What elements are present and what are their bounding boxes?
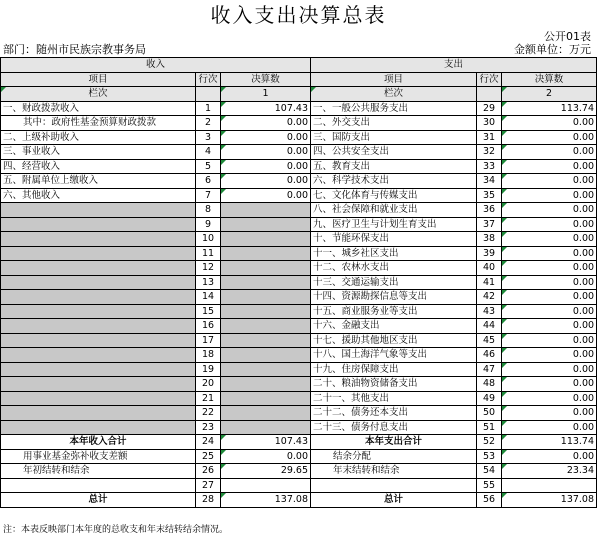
income-amount-cell[interactable]: 0.00 <box>221 130 311 145</box>
expense-amount-cell[interactable]: 0.00 <box>502 159 597 174</box>
expense-row-number[interactable]: 31 <box>477 130 502 145</box>
summary-expense-item[interactable]: 本年支出合计 <box>311 435 477 450</box>
summary-income-item[interactable]: 用事业基金弥补收支差额 <box>1 449 196 464</box>
expense-row-number[interactable]: 50 <box>477 406 502 421</box>
expense-item-cell[interactable]: 八、社会保障和就业支出 <box>311 203 477 218</box>
income-row-number[interactable]: 4 <box>196 145 221 160</box>
summary-expense-row-number[interactable]: 53 <box>477 449 502 464</box>
income-item-cell[interactable]: 二、上级补助收入 <box>1 130 196 145</box>
lanci-expense-row[interactable] <box>477 87 502 102</box>
cell-marker <box>502 290 507 295</box>
summary-expense-row-number[interactable]: 52 <box>477 435 502 450</box>
expense-item-cell[interactable]: 九、医疗卫生与计划生育支出 <box>311 217 477 232</box>
cell-marker <box>502 203 507 208</box>
income-row-number[interactable]: 10 <box>196 232 221 247</box>
lanci-income-row[interactable] <box>196 87 221 102</box>
summary-income-item[interactable]: 本年收入合计 <box>1 435 196 450</box>
expense-row-number[interactable]: 41 <box>477 275 502 290</box>
income-row-number[interactable]: 11 <box>196 246 221 261</box>
summary-expense-item[interactable]: 结余分配 <box>311 449 477 464</box>
section-header-row <box>1 58 597 73</box>
table-row <box>1 319 597 334</box>
expense-item-cell[interactable]: 二十二、债务还本支出 <box>311 406 477 421</box>
expense-row-number[interactable]: 42 <box>477 290 502 305</box>
income-item-cell[interactable] <box>1 377 196 392</box>
table-row <box>1 159 597 174</box>
cell-marker <box>221 174 226 179</box>
cell-marker <box>502 116 507 121</box>
income-item-cell[interactable] <box>1 319 196 334</box>
income-row-number[interactable]: 17 <box>196 333 221 348</box>
income-item-cell[interactable] <box>1 406 196 421</box>
expense-item-cell[interactable]: 十五、商业服务业等支出 <box>311 304 477 319</box>
cell-marker <box>502 145 507 150</box>
table-row <box>1 101 597 116</box>
cell-marker <box>221 116 226 121</box>
table-row <box>1 391 597 406</box>
income-amount-cell[interactable] <box>221 319 311 334</box>
expense-amount-cell[interactable]: 0.00 <box>502 261 597 276</box>
expense-amount-cell[interactable]: 0.00 <box>502 217 597 232</box>
cell-marker <box>502 305 507 310</box>
table-row <box>1 203 597 218</box>
income-item-cell[interactable]: 四、经营收入 <box>1 159 196 174</box>
cell-marker <box>221 493 226 498</box>
summary-income-row-number[interactable]: 27 <box>196 478 221 493</box>
income-amount-cell[interactable] <box>221 232 311 247</box>
income-amount-cell[interactable] <box>221 348 311 363</box>
income-amount-cell[interactable]: 0.00 <box>221 188 311 203</box>
income-item-cell[interactable] <box>1 304 196 319</box>
col-income-row[interactable]: 行次 <box>196 72 221 87</box>
income-row-number[interactable]: 6 <box>196 174 221 189</box>
income-amount-cell[interactable] <box>221 362 311 377</box>
summary-expense-item[interactable]: 年末结转和结余 <box>311 464 477 479</box>
income-row-number[interactable]: 18 <box>196 348 221 363</box>
table-row <box>1 145 597 160</box>
summary-income-row-number[interactable]: 24 <box>196 435 221 450</box>
table-row <box>1 188 597 203</box>
table-row <box>1 348 597 363</box>
summary-income-row-number[interactable]: 28 <box>196 493 221 508</box>
expense-amount-cell[interactable]: 0.00 <box>502 377 597 392</box>
cell-marker <box>502 218 507 223</box>
cell-marker <box>221 464 226 469</box>
expense-amount-cell[interactable]: 0.00 <box>502 362 597 377</box>
summary-expense-item[interactable] <box>311 478 477 493</box>
income-item-cell[interactable] <box>1 362 196 377</box>
department-label: 部门：随州市民族宗教事务局 <box>3 43 146 56</box>
summary-income-amount[interactable] <box>221 478 311 493</box>
table-row <box>1 217 597 232</box>
column-number-row <box>1 87 597 102</box>
section-expense[interactable]: 支出 <box>311 58 597 73</box>
expense-amount-cell[interactable]: 0.00 <box>502 130 597 145</box>
expense-row-number[interactable]: 38 <box>477 232 502 247</box>
expense-amount-cell[interactable]: 0.00 <box>502 275 597 290</box>
expense-item-cell[interactable]: 二、外交支出 <box>311 116 477 131</box>
expense-row-number[interactable]: 37 <box>477 217 502 232</box>
summary-expense-row-number[interactable]: 55 <box>477 478 502 493</box>
expense-row-number[interactable]: 43 <box>477 304 502 319</box>
income-amount-cell[interactable] <box>221 275 311 290</box>
expense-amount-cell[interactable]: 0.00 <box>502 145 597 160</box>
expense-row-number[interactable]: 35 <box>477 188 502 203</box>
income-row-number[interactable]: 8 <box>196 203 221 218</box>
expense-item-cell[interactable]: 二十、粮油物资储备支出 <box>311 377 477 392</box>
expense-item-cell[interactable]: 五、教育支出 <box>311 159 477 174</box>
income-row-number[interactable]: 19 <box>196 362 221 377</box>
table-row <box>1 116 597 131</box>
table-row <box>1 420 597 435</box>
summary-income-amount[interactable]: 137.08 <box>221 493 311 508</box>
expense-amount-cell[interactable]: 0.00 <box>502 304 597 319</box>
income-amount-cell[interactable] <box>221 406 311 421</box>
summary-expense-row-number[interactable]: 54 <box>477 464 502 479</box>
table-row <box>1 261 597 276</box>
income-amount-cell[interactable] <box>221 333 311 348</box>
cell-marker <box>221 87 226 92</box>
income-item-cell[interactable]: 三、事业收入 <box>1 145 196 160</box>
income-item-cell[interactable] <box>1 217 196 232</box>
expense-row-number[interactable]: 39 <box>477 246 502 261</box>
expense-amount-cell[interactable]: 0.00 <box>502 406 597 421</box>
lanci-expense-no[interactable]: 2 <box>502 87 597 102</box>
table-row <box>1 333 597 348</box>
cell-marker <box>502 261 507 266</box>
cell-marker <box>502 131 507 136</box>
summary-expense-amount[interactable]: 0.00 <box>502 449 597 464</box>
income-amount-cell[interactable]: 0.00 <box>221 116 311 131</box>
income-row-number[interactable]: 14 <box>196 290 221 305</box>
expense-item-cell[interactable]: 十八、国土海洋气象等支出 <box>311 348 477 363</box>
cell-marker <box>502 174 507 179</box>
cell-marker <box>1 87 6 92</box>
section-income[interactable]: 收入 <box>1 58 311 73</box>
page-title: 收入支出决算总表 <box>210 3 387 27</box>
income-amount-cell[interactable] <box>221 377 311 392</box>
income-row-number[interactable]: 15 <box>196 304 221 319</box>
income-amount-cell[interactable] <box>221 203 311 218</box>
income-amount-cell[interactable]: 0.00 <box>221 159 311 174</box>
expense-row-number[interactable]: 51 <box>477 420 502 435</box>
cell-marker <box>502 334 507 339</box>
summary-expense-amount[interactable]: 113.74 <box>502 435 597 450</box>
summary-expense-row-number[interactable]: 56 <box>477 493 502 508</box>
lanci-income-no[interactable]: 1 <box>221 87 311 102</box>
expense-amount-cell[interactable]: 0.00 <box>502 174 597 189</box>
summary-income-amount[interactable]: 107.43 <box>221 435 311 450</box>
summary-expense-amount[interactable] <box>502 478 597 493</box>
expense-item-cell[interactable]: 十、节能环保支出 <box>311 232 477 247</box>
cell-marker <box>221 450 226 455</box>
cell-marker <box>311 87 316 92</box>
table-row <box>1 275 597 290</box>
summary-row <box>1 449 597 464</box>
expense-amount-cell[interactable]: 0.00 <box>502 246 597 261</box>
cell-marker <box>502 189 507 194</box>
expense-row-number[interactable]: 46 <box>477 348 502 363</box>
income-row-number[interactable]: 20 <box>196 377 221 392</box>
cell-marker <box>221 102 226 107</box>
cell-marker <box>221 435 226 440</box>
table-row <box>1 406 597 421</box>
income-item-cell[interactable] <box>1 246 196 261</box>
income-amount-cell[interactable] <box>221 217 311 232</box>
expense-amount-cell[interactable]: 0.00 <box>502 319 597 334</box>
summary-income-item[interactable]: 总计 <box>1 493 196 508</box>
expense-row-number[interactable]: 47 <box>477 362 502 377</box>
expense-item-cell[interactable]: 十一、城乡社区支出 <box>311 246 477 261</box>
income-amount-cell[interactable] <box>221 246 311 261</box>
expense-amount-cell[interactable]: 0.00 <box>502 116 597 131</box>
expense-amount-cell[interactable]: 0.00 <box>502 290 597 305</box>
cell-marker <box>502 247 507 252</box>
expense-amount-cell[interactable]: 113.74 <box>502 101 597 116</box>
expense-row-number[interactable]: 34 <box>477 174 502 189</box>
income-row-number[interactable]: 12 <box>196 261 221 276</box>
income-item-cell[interactable] <box>1 391 196 406</box>
summary-row <box>1 493 597 508</box>
expense-item-cell[interactable]: 二十一、其他支出 <box>311 391 477 406</box>
expense-item-cell[interactable]: 六、科学技术支出 <box>311 174 477 189</box>
income-amount-cell[interactable]: 0.00 <box>221 145 311 160</box>
expense-item-cell[interactable]: 十六、金融支出 <box>311 319 477 334</box>
income-row-number[interactable]: 16 <box>196 319 221 334</box>
summary-row <box>1 464 597 479</box>
income-row-number[interactable]: 2 <box>196 116 221 131</box>
income-amount-cell[interactable]: 0.00 <box>221 174 311 189</box>
income-item-cell[interactable] <box>1 275 196 290</box>
income-row-number[interactable]: 9 <box>196 217 221 232</box>
expense-item-cell[interactable]: 十三、交通运输支出 <box>311 275 477 290</box>
col-income-amount[interactable]: 决算数 <box>221 72 311 87</box>
table-row <box>1 377 597 392</box>
cell-marker <box>502 377 507 382</box>
cell-marker <box>502 392 507 397</box>
income-item-cell[interactable] <box>1 232 196 247</box>
expense-amount-cell[interactable]: 0.00 <box>502 348 597 363</box>
summary-income-amount[interactable]: 29.65 <box>221 464 311 479</box>
expense-amount-cell[interactable]: 0.00 <box>502 188 597 203</box>
cell-marker <box>502 102 507 107</box>
expense-item-cell[interactable]: 十四、资源勘探信息等支出 <box>311 290 477 305</box>
summary-row <box>1 478 597 493</box>
income-amount-cell[interactable] <box>221 290 311 305</box>
summary-expense-amount[interactable]: 137.08 <box>502 493 597 508</box>
income-amount-cell[interactable] <box>221 391 311 406</box>
expense-item-cell[interactable]: 七、文化体育与传媒支出 <box>311 188 477 203</box>
cell-marker <box>221 145 226 150</box>
income-row-number[interactable]: 21 <box>196 391 221 406</box>
cell-marker <box>502 406 507 411</box>
footnote: 注：本表反映部门本年度的总收支和年末结转结余情况。 <box>3 525 229 535</box>
expense-row-number[interactable]: 32 <box>477 145 502 160</box>
expense-row-number[interactable]: 40 <box>477 261 502 276</box>
expense-row-number[interactable]: 30 <box>477 116 502 131</box>
table-row <box>1 290 597 305</box>
cell-marker <box>221 189 226 194</box>
table-row <box>1 304 597 319</box>
lanci-expense-label[interactable]: 栏次 <box>311 87 477 102</box>
income-row-number[interactable]: 1 <box>196 101 221 116</box>
income-item-cell[interactable]: 六、其他收入 <box>1 188 196 203</box>
summary-table <box>0 57 597 508</box>
expense-amount-cell[interactable]: 0.00 <box>502 420 597 435</box>
income-amount-cell[interactable] <box>221 261 311 276</box>
cell-marker <box>221 160 226 165</box>
col-income-item[interactable]: 项目 <box>1 72 196 87</box>
income-item-cell[interactable]: 五、附属单位上缴收入 <box>1 174 196 189</box>
cell-marker <box>502 421 507 426</box>
lanci-income-label[interactable]: 栏次 <box>1 87 196 102</box>
expense-amount-cell[interactable]: 0.00 <box>502 232 597 247</box>
summary-income-amount[interactable]: 0.00 <box>221 449 311 464</box>
expense-item-cell[interactable]: 十二、农林水支出 <box>311 261 477 276</box>
table-row <box>1 174 597 189</box>
expense-row-number[interactable]: 45 <box>477 333 502 348</box>
expense-row-number[interactable]: 33 <box>477 159 502 174</box>
cell-marker <box>502 363 507 368</box>
cell-marker <box>502 276 507 281</box>
table-row <box>1 130 597 145</box>
col-expense-row[interactable]: 行次 <box>477 72 502 87</box>
cell-marker <box>502 464 507 469</box>
summary-expense-amount[interactable]: 23.34 <box>502 464 597 479</box>
income-row-number[interactable]: 7 <box>196 188 221 203</box>
income-row-number[interactable]: 3 <box>196 130 221 145</box>
expense-item-cell[interactable]: 四、公共安全支出 <box>311 145 477 160</box>
cell-marker <box>221 131 226 136</box>
income-item-cell[interactable] <box>1 420 196 435</box>
summary-income-row-number[interactable]: 25 <box>196 449 221 464</box>
cell-marker <box>502 435 507 440</box>
summary-income-item[interactable] <box>1 478 196 493</box>
expense-row-number[interactable]: 49 <box>477 391 502 406</box>
income-amount-cell[interactable]: 107.43 <box>221 101 311 116</box>
table-row <box>1 246 597 261</box>
income-item-cell[interactable]: 其中：政府性基金预算财政拨款 <box>1 116 196 131</box>
expense-row-number[interactable]: 48 <box>477 377 502 392</box>
income-row-number[interactable]: 5 <box>196 159 221 174</box>
income-amount-cell[interactable] <box>221 304 311 319</box>
cell-marker <box>502 232 507 237</box>
table-row <box>1 232 597 247</box>
income-row-number[interactable]: 22 <box>196 406 221 421</box>
income-item-cell[interactable] <box>1 261 196 276</box>
cell-marker <box>502 160 507 165</box>
income-item-cell[interactable] <box>1 348 196 363</box>
cell-marker <box>502 319 507 324</box>
income-item-cell[interactable] <box>1 203 196 218</box>
expense-amount-cell[interactable]: 0.00 <box>502 203 597 218</box>
expense-row-number[interactable]: 44 <box>477 319 502 334</box>
col-expense-amount[interactable]: 决算数 <box>502 72 597 87</box>
cell-marker <box>502 87 507 92</box>
cell-marker <box>502 493 507 498</box>
expense-amount-cell[interactable]: 0.00 <box>502 391 597 406</box>
unit-label: 金额单位：万元 <box>514 43 591 56</box>
expense-item-cell[interactable]: 一、一般公共服务支出 <box>311 101 477 116</box>
cell-marker <box>502 348 507 353</box>
summary-row <box>1 435 597 450</box>
income-row-number[interactable]: 13 <box>196 275 221 290</box>
income-item-cell[interactable]: 一、财政拨款收入 <box>1 101 196 116</box>
form-code: 公开01表 <box>544 30 591 43</box>
income-row-number[interactable]: 23 <box>196 420 221 435</box>
summary-income-item[interactable]: 年初结转和结余 <box>1 464 196 479</box>
table-row <box>1 362 597 377</box>
column-header-row <box>1 72 597 87</box>
expense-row-number[interactable]: 29 <box>477 101 502 116</box>
expense-row-number[interactable]: 36 <box>477 203 502 218</box>
cell-marker <box>502 450 507 455</box>
income-item-cell[interactable] <box>1 333 196 348</box>
expense-item-cell[interactable]: 十七、援助其他地区支出 <box>311 333 477 348</box>
expense-item-cell[interactable]: 十九、住房保障支出 <box>311 362 477 377</box>
income-item-cell[interactable] <box>1 290 196 305</box>
expense-amount-cell[interactable]: 0.00 <box>502 333 597 348</box>
expense-item-cell[interactable]: 二十三、债务付息支出 <box>311 420 477 435</box>
col-expense-item[interactable]: 项目 <box>311 72 477 87</box>
income-amount-cell[interactable] <box>221 420 311 435</box>
expense-item-cell[interactable]: 三、国防支出 <box>311 130 477 145</box>
summary-income-row-number[interactable]: 26 <box>196 464 221 479</box>
summary-expense-item[interactable]: 总计 <box>311 493 477 508</box>
